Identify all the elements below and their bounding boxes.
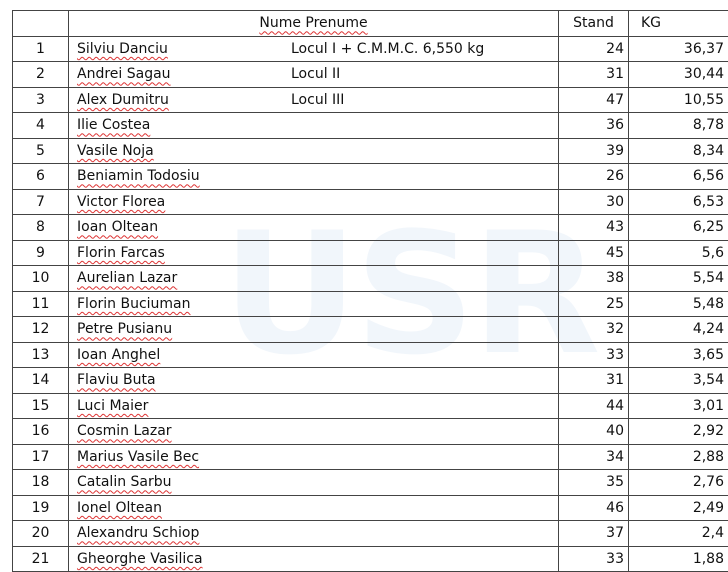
row-stand: 46	[559, 495, 629, 521]
table-row	[13, 546, 728, 572]
row-name-cell	[69, 317, 559, 343]
row-name-cell	[69, 240, 559, 266]
table-row	[13, 470, 728, 496]
row-name-cell	[69, 444, 559, 470]
participant-name: Ioan Oltean	[73, 219, 291, 235]
row-number: 16	[13, 419, 69, 445]
row-kg: 3,65	[629, 342, 728, 368]
participant-name: Alexandru Schiop	[73, 525, 291, 541]
row-kg: 4,24	[629, 317, 728, 343]
table-row	[13, 36, 728, 62]
row-kg: 6,25	[629, 215, 728, 241]
row-stand: 36	[559, 113, 629, 139]
table-row	[13, 368, 728, 394]
participant-name: Alex Dumitru	[73, 92, 291, 108]
row-stand: 47	[559, 87, 629, 113]
participant-name: Victor Florea	[73, 194, 291, 210]
row-number: 10	[13, 266, 69, 292]
results-table-wrapper	[12, 10, 728, 572]
row-kg: 2,92	[629, 419, 728, 445]
header-kg: KG	[629, 11, 728, 37]
row-number: 2	[13, 62, 69, 88]
row-kg: 5,54	[629, 266, 728, 292]
row-kg: 6,56	[629, 164, 728, 190]
table-row	[13, 291, 728, 317]
row-name-cell	[69, 62, 559, 88]
table-row	[13, 266, 728, 292]
participant-name: Cosmin Lazar	[73, 423, 291, 439]
table-row	[13, 62, 728, 88]
row-name-cell	[69, 113, 559, 139]
participant-name: Florin Buciuman	[73, 296, 291, 312]
row-kg: 8,78	[629, 113, 728, 139]
row-name-cell	[69, 164, 559, 190]
row-number: 6	[13, 164, 69, 190]
row-stand: 34	[559, 444, 629, 470]
row-stand: 31	[559, 368, 629, 394]
row-name-cell	[69, 36, 559, 62]
row-number: 20	[13, 521, 69, 547]
row-number: 12	[13, 317, 69, 343]
row-number: 15	[13, 393, 69, 419]
row-kg: 6,53	[629, 189, 728, 215]
table-header-row	[13, 11, 728, 37]
results-table	[12, 10, 728, 572]
row-stand: 38	[559, 266, 629, 292]
participant-name: Vasile Noja	[73, 143, 291, 159]
row-number: 21	[13, 546, 69, 572]
row-number: 19	[13, 495, 69, 521]
row-number: 5	[13, 138, 69, 164]
table-row	[13, 342, 728, 368]
row-kg: 2,4	[629, 521, 728, 547]
row-name-cell	[69, 393, 559, 419]
row-stand: 44	[559, 393, 629, 419]
row-stand: 26	[559, 164, 629, 190]
participant-name: Beniamin Todosiu	[73, 168, 291, 184]
row-number: 18	[13, 470, 69, 496]
row-kg: 1,88	[629, 546, 728, 572]
row-name-cell	[69, 266, 559, 292]
participant-name: Marius Vasile Bec	[73, 449, 291, 465]
row-name-cell	[69, 138, 559, 164]
row-name-cell	[69, 87, 559, 113]
row-name-cell	[69, 368, 559, 394]
participant-name: Luci Maier	[73, 398, 291, 414]
usr-watermark: USR	[222, 210, 597, 378]
table-row	[13, 164, 728, 190]
row-stand: 33	[559, 342, 629, 368]
row-number: 11	[13, 291, 69, 317]
row-name-cell	[69, 342, 559, 368]
header-name-label: Nume Prenume	[259, 15, 367, 31]
row-stand: 24	[559, 36, 629, 62]
row-kg: 3,54	[629, 368, 728, 394]
row-stand: 43	[559, 215, 629, 241]
table-row	[13, 240, 728, 266]
participant-name: Aurelian Lazar	[73, 270, 291, 286]
table-row	[13, 419, 728, 445]
row-kg: 2,76	[629, 470, 728, 496]
row-number: 9	[13, 240, 69, 266]
row-stand: 39	[559, 138, 629, 164]
table-row	[13, 189, 728, 215]
placement-label: Locul III	[291, 92, 344, 108]
row-name-cell	[69, 189, 559, 215]
participant-name: Ioan Anghel	[73, 347, 291, 363]
table-body	[13, 36, 728, 572]
participant-name: Florin Farcas	[73, 245, 291, 261]
header-name	[69, 11, 559, 37]
participant-name: Ilie Costea	[73, 117, 291, 133]
participant-name: Catalin Sarbu	[73, 474, 291, 490]
participant-name: Silviu Danciu	[73, 41, 291, 57]
row-kg: 2,49	[629, 495, 728, 521]
row-number: 1	[13, 36, 69, 62]
row-kg: 2,88	[629, 444, 728, 470]
row-stand: 45	[559, 240, 629, 266]
row-stand: 40	[559, 419, 629, 445]
row-name-cell	[69, 495, 559, 521]
row-stand: 37	[559, 521, 629, 547]
row-kg: 36,37	[629, 36, 728, 62]
placement-label: Locul II	[291, 66, 340, 82]
header-num	[13, 11, 69, 37]
row-number: 3	[13, 87, 69, 113]
table-row	[13, 495, 728, 521]
row-stand: 35	[559, 470, 629, 496]
row-name-cell	[69, 291, 559, 317]
row-stand: 25	[559, 291, 629, 317]
row-kg: 8,34	[629, 138, 728, 164]
participant-name: Andrei Sagau	[73, 66, 291, 82]
row-name-cell	[69, 470, 559, 496]
table-row	[13, 138, 728, 164]
row-number: 7	[13, 189, 69, 215]
header-stand: Stand	[559, 11, 629, 37]
placement-label: Locul I + C.M.M.C. 6,550 kg	[291, 41, 484, 57]
row-kg: 5,6	[629, 240, 728, 266]
row-kg: 30,44	[629, 62, 728, 88]
table-row	[13, 215, 728, 241]
row-number: 4	[13, 113, 69, 139]
table-row	[13, 113, 728, 139]
row-number: 17	[13, 444, 69, 470]
table-row	[13, 444, 728, 470]
participant-name: Petre Pusianu	[73, 321, 291, 337]
row-name-cell	[69, 419, 559, 445]
row-number: 14	[13, 368, 69, 394]
row-name-cell	[69, 215, 559, 241]
table-row	[13, 393, 728, 419]
row-stand: 31	[559, 62, 629, 88]
row-number: 13	[13, 342, 69, 368]
participant-name: Gheorghe Vasilica	[73, 551, 291, 567]
row-name-cell	[69, 546, 559, 572]
table-row	[13, 317, 728, 343]
participant-name: Ionel Oltean	[73, 500, 291, 516]
row-number: 8	[13, 215, 69, 241]
table-row	[13, 87, 728, 113]
table-row	[13, 521, 728, 547]
row-stand: 33	[559, 546, 629, 572]
row-stand: 32	[559, 317, 629, 343]
row-name-cell	[69, 521, 559, 547]
row-kg: 5,48	[629, 291, 728, 317]
row-kg: 3,01	[629, 393, 728, 419]
row-kg: 10,55	[629, 87, 728, 113]
row-stand: 30	[559, 189, 629, 215]
participant-name: Flaviu Buta	[73, 372, 291, 388]
